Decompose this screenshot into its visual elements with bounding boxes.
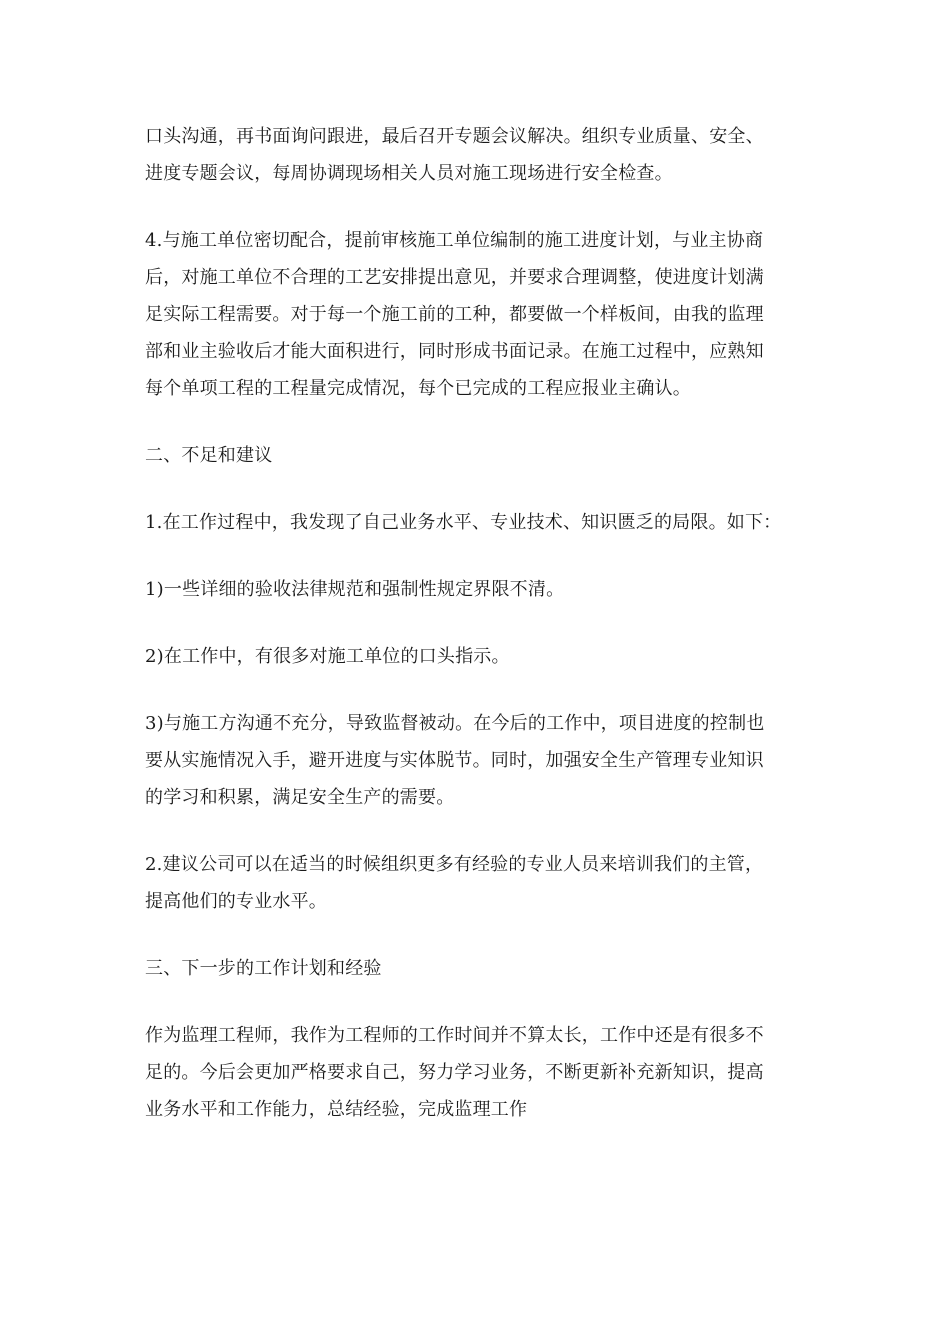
paragraph-item-4 <box>145 222 815 407</box>
paragraph-subitem-2 <box>145 638 815 675</box>
text-line: 部和业主验收后才能大面积进行，同时形成书面记录。在施工过程中，应熟知 <box>145 341 764 362</box>
paragraph-communication <box>145 118 815 192</box>
paragraph-subitem-3 <box>145 705 815 816</box>
text-line: 进度专题会议，每周协调现场相关人员对施工现场进行安全检查。 <box>145 163 673 184</box>
text-line: 足实际工程需要。对于每一个施工前的工种，都要做一个样板间，由我的监理 <box>145 304 764 325</box>
text-line: 每个单项工程的工程量完成情况，每个已完成的工程应报业主确认。 <box>145 378 691 399</box>
section-heading-next-plan: 三、下一步的工作计划和经验 <box>145 958 382 979</box>
text-line: 作为监理工程师，我作为工程师的工作时间并不算太长，工作中还是有很多不 <box>145 1025 764 1046</box>
text-line: 4.与施工单位密切配合，提前审核施工单位编制的施工进度计划，与业主协商 <box>145 230 764 251</box>
text-line: 足的。今后会更加严格要求自己，努力学习业务，不断更新补充新知识，提高 <box>145 1062 764 1083</box>
paragraph-conclusion <box>145 1017 815 1128</box>
text-line: 1)一些详细的验收法律规范和强制性规定界限不清。 <box>145 579 565 600</box>
paragraph-shortcoming-1 <box>145 504 815 541</box>
text-line: 业务水平和工作能力，总结经验，完成监理工作 <box>145 1099 528 1120</box>
text-line: 1.在工作过程中，我发现了自己业务水平、专业技术、知识匮乏的局限。如下： <box>145 512 782 533</box>
text-line: 口头沟通，再书面询问跟进，最后召开专题会议解决。组织专业质量、安全、 <box>145 126 764 147</box>
text-line: 的学习和积累，满足安全生产的需要。 <box>145 787 455 808</box>
paragraph-suggestion-2 <box>145 846 815 920</box>
text-line: 2.建议公司可以在适当的时候组织更多有经验的专业人员来培训我们的主管， <box>145 854 764 875</box>
text-line: 后，对施工单位不合理的工艺安排提出意见，并要求合理调整，使进度计划满 <box>145 267 764 288</box>
paragraph-subitem-1 <box>145 571 815 608</box>
text-line: 提高他们的专业水平。 <box>145 891 327 912</box>
text-line: 3)与施工方沟通不充分，导致监督被动。在今后的工作中，项目进度的控制也 <box>145 713 765 734</box>
section-heading-shortcomings: 二、不足和建议 <box>145 445 273 466</box>
text-line: 要从实施情况入手，避开进度与实体脱节。同时，加强安全生产管理专业知识 <box>145 750 764 771</box>
text-line: 2)在工作中，有很多对施工单位的口头指示。 <box>145 646 510 667</box>
document-body <box>145 118 815 1158</box>
